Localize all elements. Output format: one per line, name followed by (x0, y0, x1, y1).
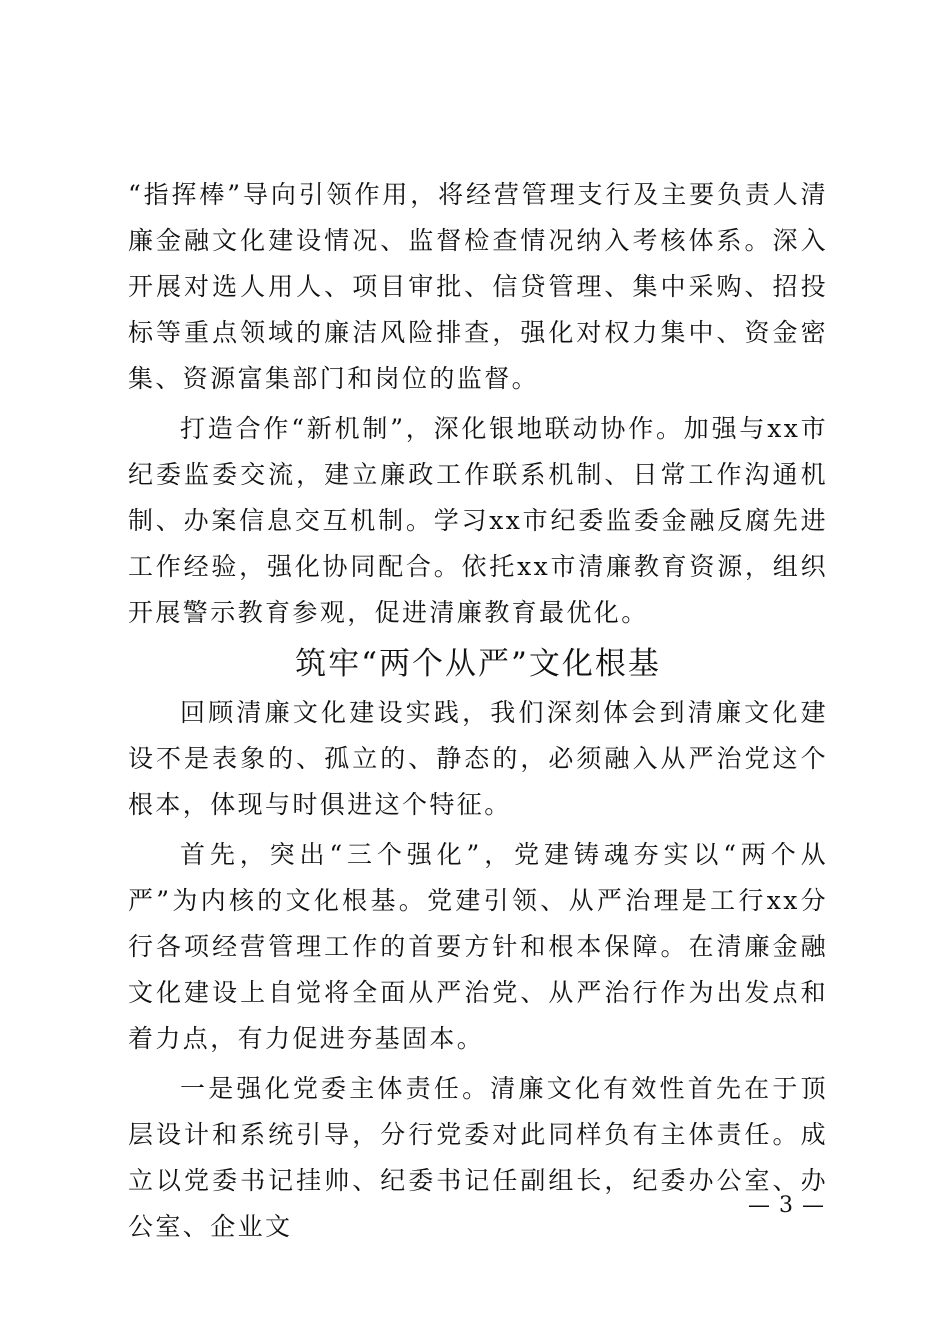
paragraph-party-responsibility: 一是强化党委主体责任。清廉文化有效性首先在于顶层设计和系统引导，分行党委对此同样负有主体责任。成立以党委书记挂帅、纪委书记任副组长，纪委办公室、办公室、企业文 (128, 1074, 828, 1241)
body-text (128, 172, 828, 1250)
section-heading: 筑牢“两个从严”文化根基 (295, 646, 661, 682)
paragraph-review: 回顾清廉文化建设实践，我们深刻体会到清廉文化建设不是表象的、孤立的、静态的，必须融入从严治党这个根本，体现与时俱进这个特征。 (128, 698, 828, 819)
paragraph-continuation: “指挥棒”导向引领作用，将经营管理支行及主要负责人清廉金融文化建设情况、监督检查情况纳入考核体系。深入开展对选人用人、项目审批、信贷管理、集中采购、招投标等重点领域的廉洁风险排查，强化对权力集中、资金密集、资源富集部门和岗位的监督。 (128, 180, 828, 393)
page-number: — 3 — (748, 1193, 825, 1218)
paragraph-three-strengthen: 首先，突出“三个强化”，党建铸魂夯实以“两个从严”为内核的文化根基。党建引领、从严治理是工行xx分行各项经营管理工作的首要方针和根本保障。在清廉金融文化建设上自觉将全面从严治党、从严治行作为出发点和着力点，有力促进夯基固本。 (128, 840, 828, 1053)
paragraph-new-mechanism: 打造合作“新机制”，深化银地联动协作。加强与xx市纪委监委交流，建立廉政工作联系机制、日常工作沟通机制、办案信息交互机制。学习xx市纪委监委金融反腐先进工作经验，强化协同配合。依托xx市清廉教育资源，组织开展警示教育参观，促进清廉教育最优化。 (128, 414, 828, 627)
